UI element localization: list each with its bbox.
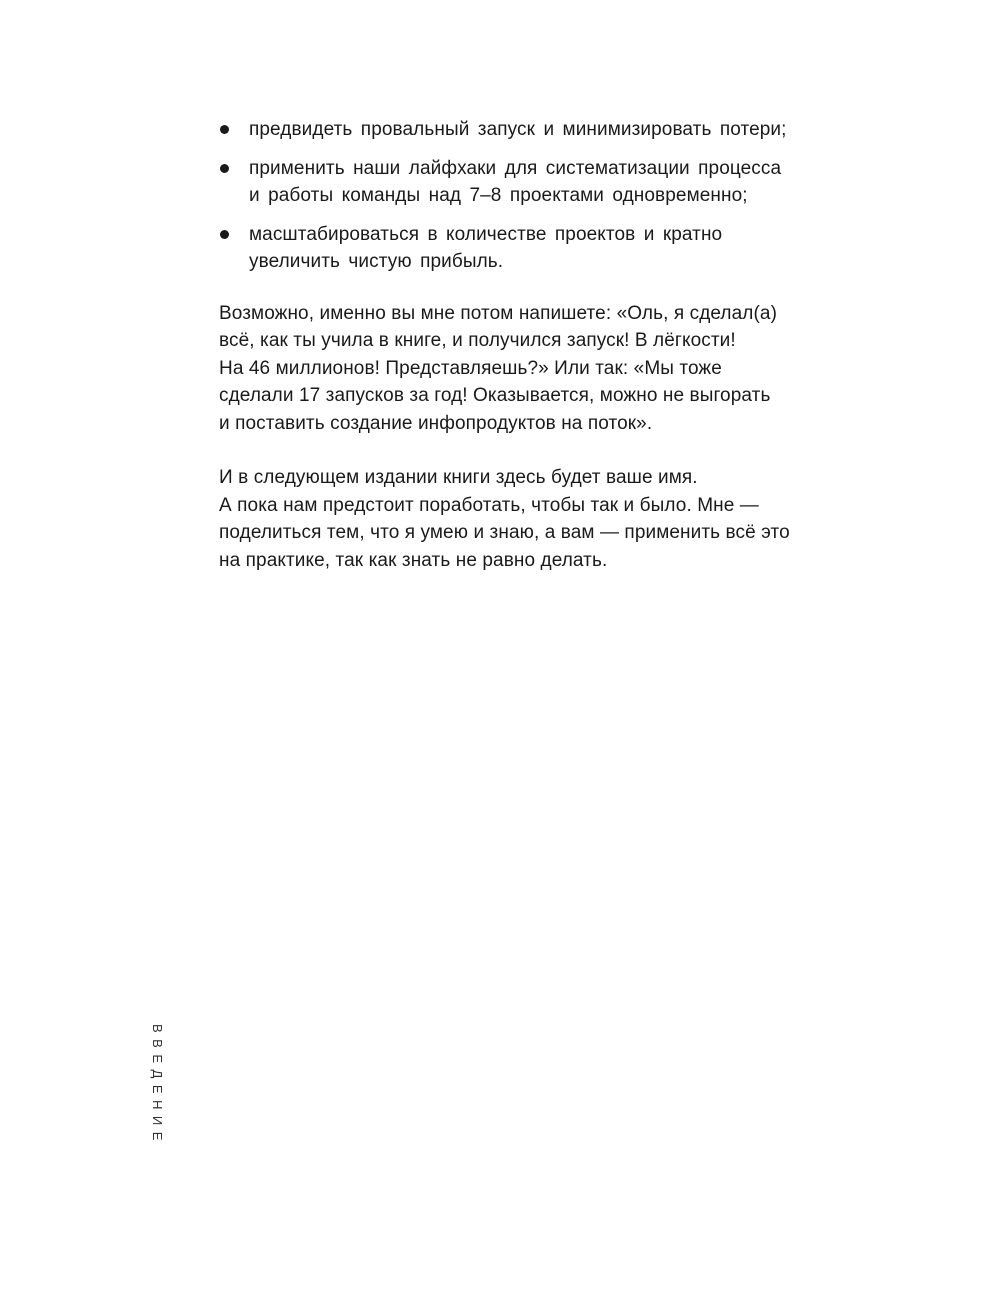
- paragraph-line: Возможно, именно вы мне потом напишете: «Оль, я сделал(а): [219, 302, 777, 324]
- paragraph-line: всё, как ты учила в книге, и получился запуск! В лёгкости!: [219, 330, 736, 351]
- page-content: [219, 116, 859, 574]
- list-item-text: масштабироваться в количестве проектов и кратно: [249, 223, 723, 245]
- list-item-text: предвидеть провальный запуск и минимизировать потери;: [249, 119, 787, 140]
- list-item-text: и работы команды над 7–8 проектами одновременно;: [249, 185, 748, 206]
- bullet-icon: [220, 230, 229, 239]
- paragraph-line: А пока нам предстоит поработать, чтобы так и было. Мне —: [219, 494, 759, 516]
- list-item: [219, 116, 859, 144]
- paragraph-line: поделиться тем, что я умею и знаю, а вам — применить всё это: [219, 522, 790, 543]
- section-label: ВВЕДЕНИЕ: [150, 1024, 165, 1147]
- bullet-icon: [220, 125, 229, 134]
- list-item-text: применить наши лайфхаки для систематизации процесса: [249, 157, 782, 179]
- bullet-list: [219, 116, 859, 276]
- paragraph: [219, 464, 859, 574]
- list-item: [219, 155, 859, 210]
- paragraph: [219, 300, 859, 438]
- paragraph-line: И в следующем издании книги здесь будет ваше имя.: [219, 467, 698, 488]
- bullet-icon: [220, 164, 229, 173]
- paragraph-line: сделали 17 запусков за год! Оказывается, можно не выгорать: [219, 385, 771, 406]
- list-item-text: увеличить чистую прибыль.: [249, 251, 504, 272]
- paragraph-line: на практике, так как знать не равно делать.: [219, 549, 608, 571]
- paragraph-line: и поставить создание инфопродуктов на поток».: [219, 412, 653, 434]
- list-item: [219, 221, 859, 276]
- paragraph-line: На 46 миллионов! Представляешь?» Или так: «Мы тоже: [219, 357, 722, 379]
